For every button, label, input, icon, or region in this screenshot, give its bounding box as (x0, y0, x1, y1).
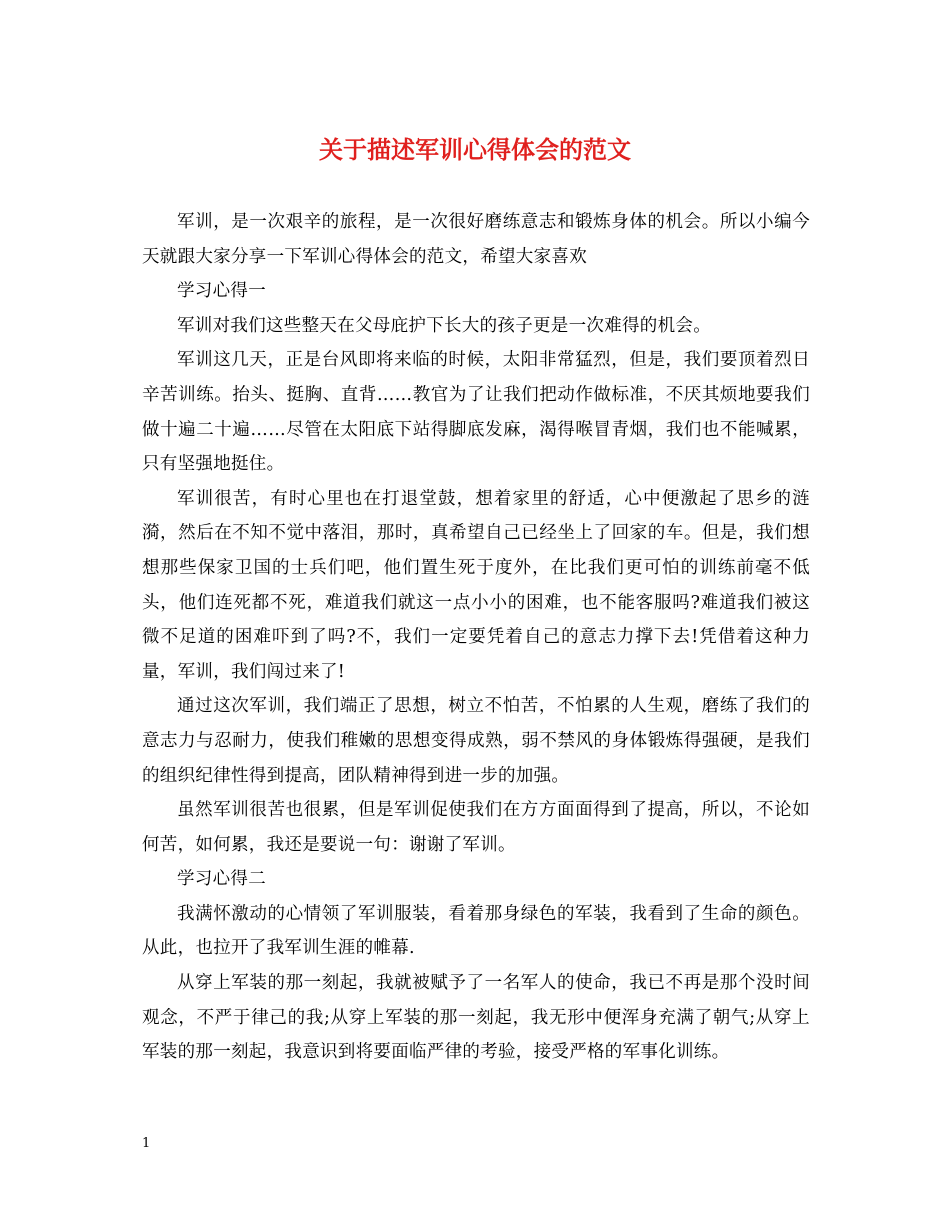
paragraph: 军训这几天，正是台风即将来临的时候，太阳非常猛烈，但是，我们要顶着烈日辛苦训练。抬头、挺胸、直背……教官为了让我们把动作做标准，不厌其烦地要我们做十遍二十遍……尽管在太阳底下站得脚底发麻，渴得喉冒青烟，我们也不能喊累，只有坚强地挺住。 (142, 350, 810, 475)
document-title: 关于描述军训心得体会的范文 (319, 135, 631, 164)
paragraph: 军训对我们这些整天在父母庇护下长大的孩子更是一次难得的机会。 (177, 315, 711, 336)
section-heading-2: 学习心得二 (177, 869, 266, 890)
section-heading-1: 学习心得一 (177, 281, 266, 302)
paragraph: 虽然军训很苦也很累，但是军训促使我们在方方面面得到了提高，所以，不论如何苦，如何累，我还是要说一句：谢谢了军训。 (142, 800, 810, 855)
paragraph: 军训很苦，有时心里也在打退堂鼓，想着家里的舒适，心中便激起了思乡的涟漪，然后在不知不觉中落泪，那时，真希望自己已经坐上了回家的车。但是，我们想想那些保家卫国的士兵们吧，他们置生死于度外，在比我们更可怕的训练前毫不低头，他们连死都不死，难道我们就这一点小小的困难，也不能客服吗?难道我们被这微不足道的困难吓到了吗?不，我们一定要凭着自己的意志力撑下去!凭借着这种力量，军训，我们闯过来了! (142, 488, 810, 682)
document-body (142, 205, 810, 1070)
paragraph: 通过这次军训，我们端正了思想，树立不怕苦，不怕累的人生观，磨练了我们的意志力与忍耐力，使我们稚嫩的思想变得成熟，弱不禁风的身体锻炼得强硬，是我们的组织纪律性得到提高，团队精神得到进一步的加强。 (142, 696, 810, 786)
paragraph-intro: 军训，是一次艰辛的旅程，是一次很好磨练意志和锻炼身体的机会。所以小编今天就跟大家分享一下军训心得体会的范文，希望大家喜欢 (142, 212, 810, 267)
paragraph: 我满怀激动的心情领了军训服装，看着那身绿色的军装，我看到了生命的颜色。从此，也拉开了我军训生涯的帷幕. (142, 903, 810, 959)
paragraph: 从穿上军装的那一刻起，我就被赋予了一名军人的使命，我已不再是那个没时间观念，不严于律己的我;从穿上军装的那一刻起，我无形中便浑身充满了朝气;从穿上军装的那一刻起，我意识到将要面临严律的考验，接受严格的军事化训练。 (142, 973, 810, 1063)
page-number: 1 (142, 1136, 151, 1151)
